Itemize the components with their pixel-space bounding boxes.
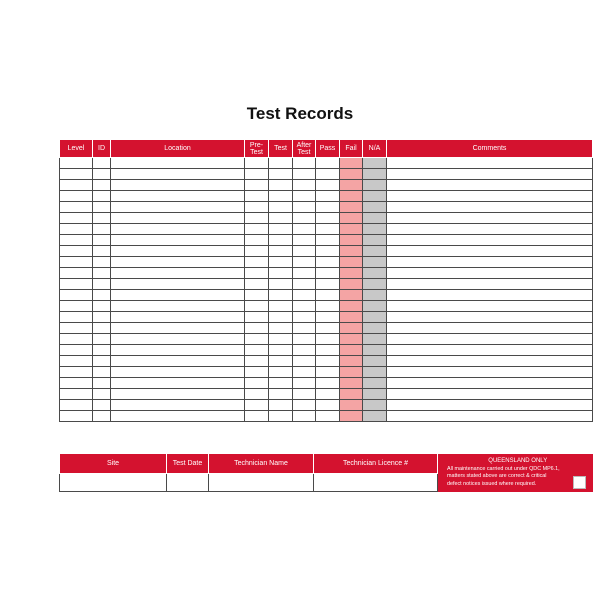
level-cell[interactable] (60, 224, 93, 235)
id-cell[interactable] (93, 290, 111, 301)
location-cell[interactable] (111, 356, 245, 367)
level-cell[interactable] (60, 213, 93, 224)
location-cell[interactable] (111, 224, 245, 235)
after-test-cell[interactable] (293, 235, 316, 246)
pre-test-cell[interactable] (245, 191, 269, 202)
pre-test-cell[interactable] (245, 235, 269, 246)
na-cell[interactable] (363, 279, 387, 290)
level-cell[interactable] (60, 158, 93, 169)
comments-cell[interactable] (387, 202, 593, 213)
pre-test-cell[interactable] (245, 246, 269, 257)
test-cell[interactable] (269, 400, 293, 411)
col-pre-test-line1: Pre- (249, 141, 264, 149)
pre-test-cell[interactable] (245, 334, 269, 345)
na-cell[interactable] (363, 169, 387, 180)
pass-cell[interactable] (316, 169, 340, 180)
fail-cell[interactable] (340, 389, 363, 400)
test-cell[interactable] (269, 290, 293, 301)
id-cell[interactable] (93, 235, 111, 246)
queensland-checkbox[interactable] (573, 476, 586, 489)
table-row (60, 411, 593, 422)
test-cell[interactable] (269, 301, 293, 312)
comments-cell[interactable] (387, 378, 593, 389)
after-test-cell[interactable] (293, 356, 316, 367)
comments-cell[interactable] (387, 290, 593, 301)
pass-cell[interactable] (316, 290, 340, 301)
after-test-cell[interactable] (293, 213, 316, 224)
test-cell[interactable] (269, 191, 293, 202)
pre-test-cell[interactable] (245, 290, 269, 301)
test-records-table (59, 140, 593, 422)
after-test-cell[interactable] (293, 301, 316, 312)
after-test-cell[interactable] (293, 246, 316, 257)
level-cell[interactable] (60, 334, 93, 345)
fail-cell[interactable] (340, 169, 363, 180)
test-cell[interactable] (269, 158, 293, 169)
id-cell[interactable] (93, 268, 111, 279)
after-test-cell[interactable] (293, 224, 316, 235)
after-test-cell[interactable] (293, 268, 316, 279)
id-cell[interactable] (93, 345, 111, 356)
comments-cell[interactable] (387, 191, 593, 202)
test-cell[interactable] (269, 323, 293, 334)
col-pass: Pass (316, 140, 340, 158)
location-cell[interactable] (111, 257, 245, 268)
comments-cell[interactable] (387, 301, 593, 312)
records-body (60, 158, 593, 422)
pre-test-cell[interactable] (245, 279, 269, 290)
test-cell[interactable] (269, 246, 293, 257)
site-field[interactable] (60, 474, 167, 492)
pre-test-cell[interactable] (245, 323, 269, 334)
id-cell[interactable] (93, 213, 111, 224)
comments-cell[interactable] (387, 345, 593, 356)
level-cell[interactable] (60, 378, 93, 389)
pre-test-cell[interactable] (245, 257, 269, 268)
comments-cell[interactable] (387, 268, 593, 279)
col-na: N/A (363, 140, 387, 158)
pre-test-cell[interactable] (245, 411, 269, 422)
pass-cell[interactable] (316, 345, 340, 356)
test-cell[interactable] (269, 345, 293, 356)
id-cell[interactable] (93, 411, 111, 422)
after-test-cell[interactable] (293, 180, 316, 191)
after-test-cell[interactable] (293, 334, 316, 345)
na-cell[interactable] (363, 411, 387, 422)
test-date-field[interactable] (167, 474, 209, 492)
pass-cell[interactable] (316, 378, 340, 389)
queensland-panel (438, 454, 593, 492)
level-cell[interactable] (60, 246, 93, 257)
na-cell[interactable] (363, 224, 387, 235)
technician-table (59, 454, 593, 492)
table-row (60, 235, 593, 246)
location-cell[interactable] (111, 323, 245, 334)
location-cell[interactable] (111, 290, 245, 301)
test-cell[interactable] (269, 213, 293, 224)
level-cell[interactable] (60, 312, 93, 323)
level-cell[interactable] (60, 356, 93, 367)
fail-cell[interactable] (340, 334, 363, 345)
col-after-test-line2: Test (297, 148, 311, 156)
id-cell[interactable] (93, 301, 111, 312)
level-cell[interactable] (60, 301, 93, 312)
pass-cell[interactable] (316, 257, 340, 268)
location-cell[interactable] (111, 246, 245, 257)
table-row (60, 345, 593, 356)
test-cell[interactable] (269, 180, 293, 191)
na-cell[interactable] (363, 180, 387, 191)
table-row (60, 202, 593, 213)
level-cell[interactable] (60, 180, 93, 191)
technician-name-field[interactable] (209, 474, 314, 492)
after-test-cell[interactable] (293, 169, 316, 180)
comments-cell[interactable] (387, 367, 593, 378)
na-cell[interactable] (363, 323, 387, 334)
col-pre-test (245, 140, 269, 158)
location-cell[interactable] (111, 378, 245, 389)
pass-cell[interactable] (316, 224, 340, 235)
table-row (60, 279, 593, 290)
fail-cell[interactable] (340, 323, 363, 334)
location-cell[interactable] (111, 301, 245, 312)
test-cell[interactable] (269, 268, 293, 279)
location-cell[interactable] (111, 367, 245, 378)
location-cell[interactable] (111, 411, 245, 422)
id-cell[interactable] (93, 257, 111, 268)
id-cell[interactable] (93, 389, 111, 400)
na-cell[interactable] (363, 400, 387, 411)
test-cell[interactable] (269, 378, 293, 389)
pre-test-cell[interactable] (245, 180, 269, 191)
fail-cell[interactable] (340, 279, 363, 290)
fail-cell[interactable] (340, 213, 363, 224)
location-cell[interactable] (111, 158, 245, 169)
fail-cell[interactable] (340, 356, 363, 367)
pre-test-cell[interactable] (245, 345, 269, 356)
level-cell[interactable] (60, 367, 93, 378)
pre-test-cell[interactable] (245, 224, 269, 235)
comments-cell[interactable] (387, 411, 593, 422)
comments-cell[interactable] (387, 389, 593, 400)
fail-cell[interactable] (340, 301, 363, 312)
test-cell[interactable] (269, 356, 293, 367)
table-row (60, 268, 593, 279)
pre-test-cell[interactable] (245, 169, 269, 180)
test-cell[interactable] (269, 279, 293, 290)
test-cell[interactable] (269, 169, 293, 180)
technician-licence-field[interactable] (314, 474, 438, 492)
id-cell[interactable] (93, 202, 111, 213)
na-cell[interactable] (363, 191, 387, 202)
location-cell[interactable] (111, 213, 245, 224)
level-cell[interactable] (60, 202, 93, 213)
level-cell[interactable] (60, 279, 93, 290)
after-test-cell[interactable] (293, 312, 316, 323)
comments-cell[interactable] (387, 246, 593, 257)
pass-cell[interactable] (316, 213, 340, 224)
fail-cell[interactable] (340, 290, 363, 301)
test-cell[interactable] (269, 389, 293, 400)
after-test-cell[interactable] (293, 378, 316, 389)
na-cell[interactable] (363, 268, 387, 279)
pass-cell[interactable] (316, 301, 340, 312)
col-comments: Comments (387, 140, 593, 158)
na-cell[interactable] (363, 345, 387, 356)
pass-cell[interactable] (316, 411, 340, 422)
pass-cell[interactable] (316, 334, 340, 345)
pass-cell[interactable] (316, 268, 340, 279)
comments-cell[interactable] (387, 224, 593, 235)
test-cell[interactable] (269, 411, 293, 422)
level-cell[interactable] (60, 169, 93, 180)
id-cell[interactable] (93, 378, 111, 389)
col-fail: Fail (340, 140, 363, 158)
table-row (60, 356, 593, 367)
after-test-cell[interactable] (293, 389, 316, 400)
na-cell[interactable] (363, 312, 387, 323)
fail-cell[interactable] (340, 257, 363, 268)
fail-cell[interactable] (340, 345, 363, 356)
col-site: Site (60, 454, 167, 474)
table-row (60, 389, 593, 400)
table-row (60, 367, 593, 378)
table-row (60, 180, 593, 191)
fail-cell[interactable] (340, 158, 363, 169)
table-row (60, 191, 593, 202)
id-cell[interactable] (93, 356, 111, 367)
table-row (60, 378, 593, 389)
id-cell[interactable] (93, 312, 111, 323)
pass-cell[interactable] (316, 356, 340, 367)
level-cell[interactable] (60, 323, 93, 334)
na-cell[interactable] (363, 158, 387, 169)
id-cell[interactable] (93, 279, 111, 290)
col-location: Location (111, 140, 245, 158)
col-test-date: Test Date (167, 454, 209, 474)
test-cell[interactable] (269, 257, 293, 268)
test-cell[interactable] (269, 312, 293, 323)
comments-cell[interactable] (387, 158, 593, 169)
location-cell[interactable] (111, 345, 245, 356)
pass-cell[interactable] (316, 191, 340, 202)
pass-cell[interactable] (316, 367, 340, 378)
na-cell[interactable] (363, 301, 387, 312)
col-id: ID (93, 140, 111, 158)
pass-cell[interactable] (316, 235, 340, 246)
level-cell[interactable] (60, 235, 93, 246)
table-row (60, 257, 593, 268)
na-cell[interactable] (363, 367, 387, 378)
location-cell[interactable] (111, 235, 245, 246)
level-cell[interactable] (60, 191, 93, 202)
comments-cell[interactable] (387, 213, 593, 224)
pass-cell[interactable] (316, 202, 340, 213)
pre-test-cell[interactable] (245, 268, 269, 279)
comments-cell[interactable] (387, 235, 593, 246)
level-cell[interactable] (60, 290, 93, 301)
pre-test-cell[interactable] (245, 158, 269, 169)
pre-test-cell[interactable] (245, 356, 269, 367)
fail-cell[interactable] (340, 235, 363, 246)
after-test-cell[interactable] (293, 345, 316, 356)
after-test-cell[interactable] (293, 411, 316, 422)
id-cell[interactable] (93, 158, 111, 169)
location-cell[interactable] (111, 180, 245, 191)
col-technician-name: Technician Name (209, 454, 314, 474)
id-cell[interactable] (93, 224, 111, 235)
table-row (60, 290, 593, 301)
fail-cell[interactable] (340, 367, 363, 378)
na-cell[interactable] (363, 378, 387, 389)
location-cell[interactable] (111, 389, 245, 400)
col-test: Test (269, 140, 293, 158)
queensland-heading: QUEENSLAND ONLY (488, 458, 548, 464)
na-cell[interactable] (363, 246, 387, 257)
location-cell[interactable] (111, 191, 245, 202)
fail-cell[interactable] (340, 191, 363, 202)
table-row (60, 246, 593, 257)
pre-test-cell[interactable] (245, 367, 269, 378)
location-cell[interactable] (111, 312, 245, 323)
col-level: Level (60, 140, 93, 158)
na-cell[interactable] (363, 334, 387, 345)
location-cell[interactable] (111, 169, 245, 180)
na-cell[interactable] (363, 389, 387, 400)
pre-test-cell[interactable] (245, 301, 269, 312)
table-row (60, 224, 593, 235)
location-cell[interactable] (111, 400, 245, 411)
queensland-line-2: matters stated above are correct & critical (447, 473, 547, 479)
page-title: Test Records (246, 104, 354, 123)
comments-cell[interactable] (387, 312, 593, 323)
comments-cell[interactable] (387, 180, 593, 191)
location-cell[interactable] (111, 279, 245, 290)
queensland-line-1: All maintenance carried out under QDC MP6.1, (447, 465, 560, 472)
na-cell[interactable] (363, 257, 387, 268)
table-row (60, 301, 593, 312)
table-row (60, 323, 593, 334)
pass-cell[interactable] (316, 323, 340, 334)
pre-test-cell[interactable] (245, 400, 269, 411)
test-cell[interactable] (269, 367, 293, 378)
table-row (60, 169, 593, 180)
level-cell[interactable] (60, 257, 93, 268)
fail-cell[interactable] (340, 268, 363, 279)
level-cell[interactable] (60, 268, 93, 279)
id-cell[interactable] (93, 334, 111, 345)
table-row (60, 334, 593, 345)
pre-test-cell[interactable] (245, 312, 269, 323)
pass-cell[interactable] (316, 246, 340, 257)
after-test-cell[interactable] (293, 279, 316, 290)
pass-cell[interactable] (316, 312, 340, 323)
fail-cell[interactable] (340, 202, 363, 213)
fail-cell[interactable] (340, 411, 363, 422)
na-cell[interactable] (363, 290, 387, 301)
na-cell[interactable] (363, 235, 387, 246)
fail-cell[interactable] (340, 378, 363, 389)
comments-cell[interactable] (387, 279, 593, 290)
level-cell[interactable] (60, 411, 93, 422)
fail-cell[interactable] (340, 312, 363, 323)
table-row (60, 400, 593, 411)
pass-cell[interactable] (316, 389, 340, 400)
table-row (60, 158, 593, 169)
comments-cell[interactable] (387, 169, 593, 180)
test-cell[interactable] (269, 334, 293, 345)
level-cell[interactable] (60, 400, 93, 411)
test-cell[interactable] (269, 202, 293, 213)
location-cell[interactable] (111, 334, 245, 345)
id-cell[interactable] (93, 400, 111, 411)
col-technician-licence: Technician Licence # (314, 454, 438, 474)
after-test-cell[interactable] (293, 257, 316, 268)
id-cell[interactable] (93, 367, 111, 378)
pre-test-cell[interactable] (245, 389, 269, 400)
location-cell[interactable] (111, 268, 245, 279)
pre-test-cell[interactable] (245, 202, 269, 213)
id-cell[interactable] (93, 191, 111, 202)
id-cell[interactable] (93, 323, 111, 334)
fail-cell[interactable] (340, 246, 363, 257)
after-test-cell[interactable] (293, 191, 316, 202)
na-cell[interactable] (363, 202, 387, 213)
col-after-test (293, 140, 316, 158)
comments-cell[interactable] (387, 257, 593, 268)
comments-cell[interactable] (387, 334, 593, 345)
pass-cell[interactable] (316, 279, 340, 290)
pass-cell[interactable] (316, 158, 340, 169)
pre-test-cell[interactable] (245, 378, 269, 389)
after-test-cell[interactable] (293, 290, 316, 301)
table-row (60, 312, 593, 323)
fail-cell[interactable] (340, 400, 363, 411)
na-cell[interactable] (363, 356, 387, 367)
after-test-cell[interactable] (293, 400, 316, 411)
location-cell[interactable] (111, 202, 245, 213)
after-test-cell[interactable] (293, 202, 316, 213)
comments-cell[interactable] (387, 323, 593, 334)
id-cell[interactable] (93, 246, 111, 257)
col-after-test-line1: After (296, 141, 312, 149)
id-cell[interactable] (93, 180, 111, 191)
na-cell[interactable] (363, 213, 387, 224)
id-cell[interactable] (93, 169, 111, 180)
table-row (60, 213, 593, 224)
test-cell[interactable] (269, 235, 293, 246)
fail-cell[interactable] (340, 224, 363, 235)
level-cell[interactable] (60, 345, 93, 356)
after-test-cell[interactable] (293, 367, 316, 378)
queensland-line-3: defect notices issued where required. (447, 480, 537, 487)
pass-cell[interactable] (316, 180, 340, 191)
after-test-cell[interactable] (293, 323, 316, 334)
col-pre-test-line2: Test (250, 148, 263, 156)
pre-test-cell[interactable] (245, 213, 269, 224)
footer-header-row (60, 454, 593, 474)
comments-cell[interactable] (387, 356, 593, 367)
after-test-cell[interactable] (293, 158, 316, 169)
test-cell[interactable] (269, 224, 293, 235)
pass-cell[interactable] (316, 400, 340, 411)
comments-cell[interactable] (387, 400, 593, 411)
level-cell[interactable] (60, 389, 93, 400)
fail-cell[interactable] (340, 180, 363, 191)
header-row (60, 140, 593, 158)
